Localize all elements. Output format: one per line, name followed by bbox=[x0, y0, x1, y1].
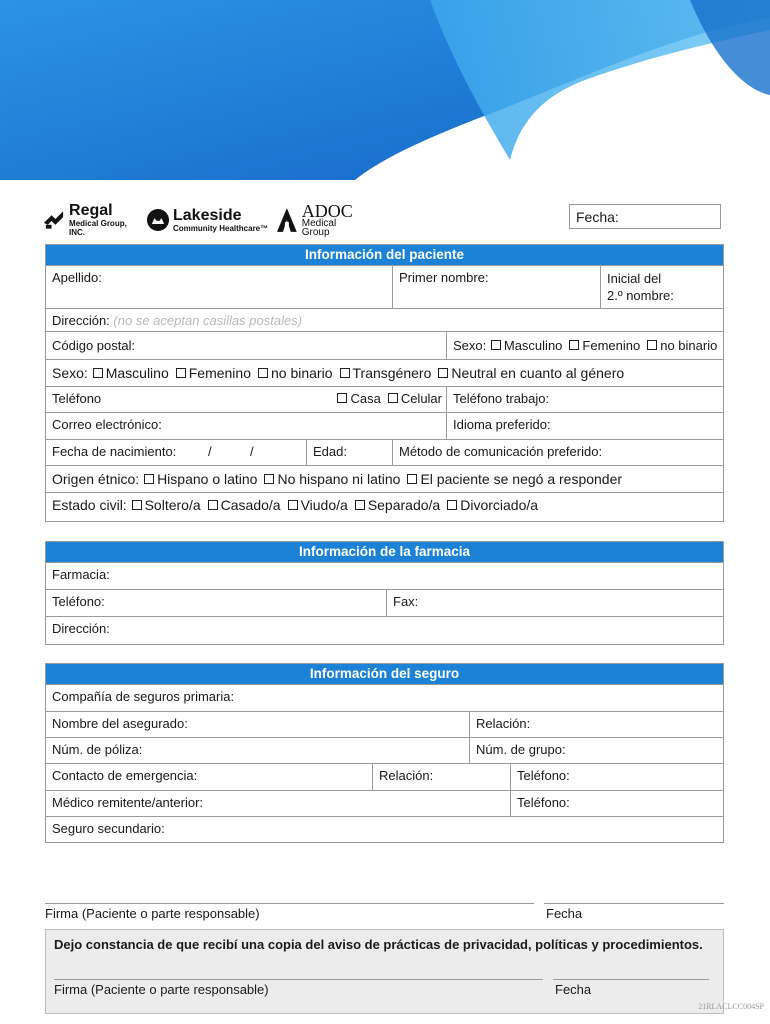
widowed-checkbox[interactable] bbox=[288, 500, 298, 510]
lakeside-logo-sub: Community Healthcare™ bbox=[173, 223, 269, 233]
insured-name-label: Nombre del asegurado: bbox=[52, 716, 188, 731]
non-hispanic-checkbox[interactable] bbox=[264, 474, 274, 484]
address-field[interactable] bbox=[46, 309, 723, 331]
group-number-field[interactable] bbox=[469, 738, 723, 763]
pharmacy-name-field[interactable] bbox=[46, 563, 723, 589]
divorced-checkbox[interactable] bbox=[447, 500, 457, 510]
marital-options bbox=[46, 493, 723, 518]
emergency-contact-label: Contacto de emergencia: bbox=[52, 768, 198, 783]
contact-method-field[interactable] bbox=[392, 440, 723, 465]
ethnicity-row bbox=[46, 465, 723, 492]
emergency-relationship-label: Relación: bbox=[379, 768, 434, 783]
birthdate-field[interactable] bbox=[46, 440, 306, 465]
sex-female-label: Femenino bbox=[582, 338, 641, 353]
pharmacy-name-row bbox=[46, 562, 723, 589]
divorced-label: Divorciado/a bbox=[460, 497, 539, 513]
last-name-label: Apellido: bbox=[52, 270, 102, 285]
primary-insurance-field[interactable] bbox=[46, 685, 723, 711]
emergency-row bbox=[46, 763, 723, 790]
birthdate-slash-1: / bbox=[208, 444, 212, 459]
secondary-insurance-label: Seguro secundario: bbox=[52, 821, 165, 836]
gender-female-checkbox[interactable] bbox=[176, 368, 186, 378]
primary-insurance-label: Compañía de seguros primaria: bbox=[52, 689, 235, 704]
gender-female-label: Femenino bbox=[188, 365, 251, 381]
work-phone-label: Teléfono trabajo: bbox=[453, 391, 550, 406]
gender-neutral-label: Neutral en cuanto al género bbox=[451, 365, 625, 381]
birthdate-label: Fecha de nacimiento: bbox=[52, 444, 177, 459]
phone-type-options bbox=[336, 391, 442, 406]
middle-initial-field[interactable] bbox=[600, 266, 723, 308]
zip-field[interactable] bbox=[46, 332, 446, 359]
regal-logo bbox=[42, 200, 142, 240]
pharmacy-phone-row bbox=[46, 589, 723, 616]
pharmacy-section-title: Información de la farmacia bbox=[46, 542, 723, 562]
insured-row bbox=[46, 711, 723, 737]
email-field[interactable] bbox=[46, 413, 446, 439]
policy-row bbox=[46, 737, 723, 763]
form-code: 21RLACLCC004SP bbox=[698, 1002, 764, 1011]
sex-female-checkbox[interactable] bbox=[569, 340, 579, 350]
pharmacy-address-row bbox=[46, 616, 723, 644]
hispanic-label: Hispano o latino bbox=[157, 471, 258, 487]
gender-options bbox=[46, 360, 723, 386]
policy-number-label: Núm. de póliza: bbox=[52, 742, 143, 757]
sex-nonbinary-checkbox[interactable] bbox=[647, 340, 657, 350]
zip-row bbox=[46, 331, 723, 359]
sex-male-label: Masculino bbox=[503, 338, 563, 353]
signature-date-line[interactable] bbox=[544, 903, 724, 904]
cell-phone-label: Celular bbox=[400, 391, 442, 406]
secondary-insurance-field[interactable] bbox=[46, 817, 723, 842]
first-name-label: Primer nombre: bbox=[399, 270, 489, 285]
insurance-section bbox=[45, 663, 724, 843]
physician-phone-label: Teléfono: bbox=[517, 795, 570, 810]
birth-row bbox=[46, 439, 723, 465]
phone-row bbox=[46, 386, 723, 412]
declined-label: El paciente se negó a responder bbox=[420, 471, 623, 487]
adoc-logo-sub: Medical Group bbox=[301, 218, 337, 238]
middle-initial-label-2: 2.º nombre: bbox=[607, 288, 674, 303]
acknowledgement-text: Dejo constancia de que recibí una copia del aviso de prácticas de privacidad, políticas y procedimientos. bbox=[54, 937, 703, 952]
lakeside-logo bbox=[146, 200, 274, 240]
hispanic-checkbox[interactable] bbox=[144, 474, 154, 484]
acknowledgement-box bbox=[45, 929, 724, 1014]
patient-section-title: Información del paciente bbox=[46, 245, 723, 265]
physician-field[interactable] bbox=[46, 791, 510, 816]
gender-nonbinary-checkbox[interactable] bbox=[258, 368, 268, 378]
cell-phone-checkbox[interactable] bbox=[388, 393, 398, 403]
lakeside-logo-icon bbox=[146, 208, 170, 232]
gender-nonbinary-label: no binario bbox=[271, 365, 333, 381]
adoc-logo bbox=[276, 200, 366, 240]
relationship-field[interactable] bbox=[469, 712, 723, 737]
ack-signature-label: Firma (Paciente o parte responsable) bbox=[54, 982, 269, 997]
gender-label: Sexo: bbox=[52, 365, 88, 381]
address-note: (no se aceptan casillas postales) bbox=[113, 313, 303, 328]
gender-male-checkbox[interactable] bbox=[93, 368, 103, 378]
ethnicity-options bbox=[46, 466, 723, 492]
lakeside-logo-name: Lakeside bbox=[173, 206, 242, 224]
ack-date-label: Fecha bbox=[555, 982, 592, 997]
gender-row bbox=[46, 359, 723, 386]
ack-signature-line[interactable] bbox=[54, 979, 543, 980]
separated-label: Separado/a bbox=[367, 497, 441, 513]
pharmacy-address-field[interactable] bbox=[46, 617, 723, 644]
physician-label: Médico remitente/anterior: bbox=[52, 795, 204, 810]
pharmacy-address-label: Dirección: bbox=[52, 621, 110, 636]
age-field[interactable] bbox=[306, 440, 392, 465]
regal-logo-icon bbox=[42, 209, 65, 231]
emergency-relationship-field[interactable] bbox=[372, 764, 510, 790]
address-row bbox=[46, 308, 723, 331]
pharmacy-name-label: Farmacia: bbox=[52, 567, 110, 582]
secondary-insurance-row bbox=[46, 816, 723, 842]
ethnicity-label: Origen étnico: bbox=[52, 471, 140, 487]
physician-phone-field[interactable] bbox=[510, 791, 723, 816]
pharmacy-fax-label: Fax: bbox=[393, 594, 419, 609]
physician-row bbox=[46, 790, 723, 816]
middle-initial-label-1: Inicial del bbox=[607, 271, 662, 286]
emergency-phone-field[interactable] bbox=[510, 764, 723, 790]
phone-field[interactable] bbox=[46, 387, 446, 412]
pharmacy-section bbox=[45, 541, 724, 645]
sex-nonbinary-label: no binario bbox=[660, 338, 718, 353]
pharmacy-phone-field[interactable] bbox=[46, 590, 386, 616]
ack-date-line[interactable] bbox=[553, 979, 709, 980]
contact-method-label: Método de comunicación preferido: bbox=[399, 444, 603, 459]
patient-section bbox=[45, 244, 724, 522]
signature-label: Firma (Paciente o parte responsable) bbox=[45, 906, 260, 921]
gender-transgender-checkbox[interactable] bbox=[340, 368, 350, 378]
declined-checkbox[interactable] bbox=[407, 474, 417, 484]
home-phone-checkbox[interactable] bbox=[337, 393, 347, 403]
gender-neutral-checkbox[interactable] bbox=[438, 368, 448, 378]
zip-label: Código postal: bbox=[52, 338, 136, 353]
marital-label: Estado civil: bbox=[52, 497, 127, 513]
date-label: Fecha: bbox=[576, 209, 619, 225]
pharmacy-phone-label: Teléfono: bbox=[52, 594, 105, 609]
name-row bbox=[46, 265, 723, 308]
last-name-field[interactable] bbox=[46, 266, 392, 308]
signature-line[interactable] bbox=[45, 903, 534, 904]
logo-group bbox=[40, 200, 370, 240]
married-label: Casado/a bbox=[220, 497, 281, 513]
gender-male-label: Masculino bbox=[105, 365, 169, 381]
date-field[interactable] bbox=[569, 204, 721, 229]
adoc-logo-name: ADOC bbox=[301, 201, 353, 221]
address-label: Dirección: bbox=[52, 313, 110, 328]
first-name-field[interactable] bbox=[392, 266, 600, 308]
single-label: Soltero/a bbox=[144, 497, 201, 513]
age-label: Edad: bbox=[313, 444, 347, 459]
insured-name-field[interactable] bbox=[46, 712, 469, 737]
pharmacy-fax-field[interactable] bbox=[386, 590, 723, 616]
separated-checkbox[interactable] bbox=[355, 500, 365, 510]
gender-transgender-label: Transgénero bbox=[352, 365, 432, 381]
single-checkbox[interactable] bbox=[132, 500, 142, 510]
group-number-label: Núm. de grupo: bbox=[476, 742, 566, 757]
language-field[interactable] bbox=[446, 413, 723, 439]
married-checkbox[interactable] bbox=[208, 500, 218, 510]
widowed-label: Viudo/a bbox=[300, 497, 348, 513]
relationship-label: Relación: bbox=[476, 716, 531, 731]
language-label: Idioma preferido: bbox=[453, 417, 551, 432]
sex-label: Sexo: bbox=[453, 338, 487, 353]
emergency-phone-label: Teléfono: bbox=[517, 768, 570, 783]
email-label: Correo electrónico: bbox=[52, 417, 162, 432]
adoc-logo-icon bbox=[276, 207, 298, 233]
marital-row bbox=[46, 492, 723, 518]
signature-date-label: Fecha bbox=[546, 906, 583, 921]
home-phone-label: Casa bbox=[350, 391, 381, 406]
phone-label: Teléfono bbox=[52, 391, 102, 406]
birthdate-slash-2: / bbox=[250, 444, 254, 459]
policy-number-field[interactable] bbox=[46, 738, 469, 763]
header-banner bbox=[0, 0, 770, 180]
sex-male-checkbox[interactable] bbox=[491, 340, 501, 350]
emergency-contact-field[interactable] bbox=[46, 764, 372, 790]
primary-insurance-row bbox=[46, 684, 723, 711]
insurance-section-title: Información del seguro bbox=[46, 664, 723, 684]
sex-options-short bbox=[446, 332, 723, 359]
regal-logo-sub: Medical Group, INC. bbox=[69, 219, 127, 237]
work-phone-field[interactable] bbox=[446, 387, 723, 412]
non-hispanic-label: No hispano ni latino bbox=[277, 471, 401, 487]
regal-logo-name: Regal bbox=[69, 202, 113, 219]
email-row bbox=[46, 412, 723, 439]
